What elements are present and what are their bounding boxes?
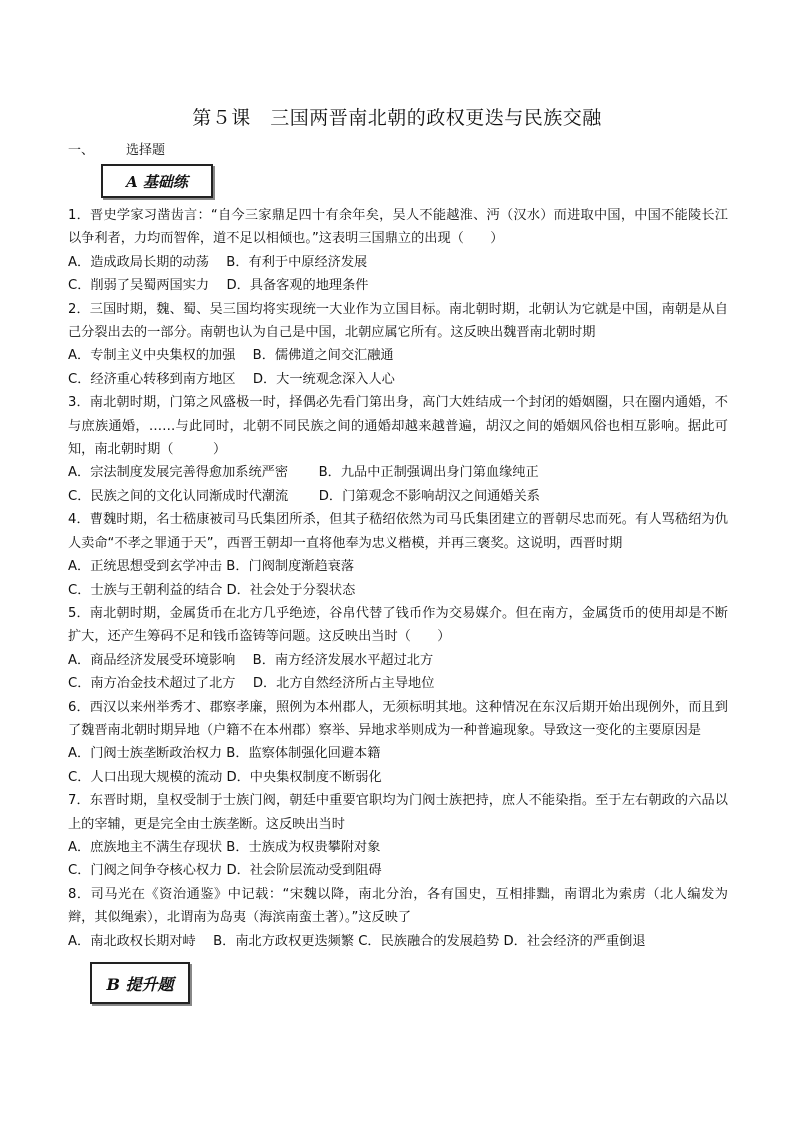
question-options: C．南方冶金技术超过了北方 D．北方自然经济所占主导地位 (68, 676, 435, 692)
question-stem: 4．曹魏时期，名士嵇康被司马氏集团所杀，但其子嵇绍依然为司马氏集团建立的晋朝尽忠而死。有人骂嵇绍为仇人卖命“不孝之罪通于天”，西晋王朝却一直将他奉为忠义楷模，并再三褒奖。这说明，西晋时期 (68, 512, 728, 551)
question-options: C．士族与王朝利益的结合 D．社会处于分裂状态 (68, 582, 356, 598)
question-stem: 8．司马光在《资治通鉴》中记载：“宋魏以降，南北分治，各有国史，互相排黜，南谓北为索虏（北人编发为辫，其似绳索），北谓南为岛夷（海滨南蛮土著）。”这反映了 (68, 886, 728, 926)
question-options: A．正统思想受到玄学冲击 B．门阀制度渐趋衰落 (68, 559, 355, 575)
question-list (68, 204, 728, 953)
question-options: A．宗法制度发展完善得愈加系统严密 B．九品中正制强调出身门第血缘纯正 (68, 465, 539, 481)
question-options: C．人口出现大规模的流动 D．中央集权制度不断弱化 (68, 769, 382, 785)
question-options: A．庶族地主不满生存现状 B．士族成为权贵攀附对象 (68, 839, 381, 855)
badge-basic-practice: A 基础练 (101, 164, 213, 198)
question-stem: 1．晋史学家习凿齿言：“自今三家鼎足四十有余年矣，吴人不能越淮、沔（汉水）而进取中国，中国不能陵长江以争利者，力均而智侔，道不足以相倾也。”这表明三国鼎立的出现（ ） (68, 208, 728, 247)
question-options: A．门阀士族垄断政治权力 B．监察体制强化回避本籍 (68, 746, 381, 762)
question-options: C．门阀之间争夺核心权力 D．社会阶层流动受到阻碍 (68, 863, 382, 879)
section-label: 选择题 (126, 143, 166, 158)
section-number: 一、 (68, 143, 95, 158)
section-heading (68, 142, 165, 160)
question-options: A．南北政权长期对峙 B．南北方政权更迭频繁 C．民族融合的发展趋势 D．社会经济的严重倒退 (68, 933, 646, 949)
question-options: C．民族之间的文化认同渐成时代潮流 D．门第观念不影响胡汉之间通婚关系 (68, 488, 540, 504)
question-stem: 3．南北朝时期，门第之风盛极一时，择偶必先看门第出身，高门大姓结成一个封闭的婚姻圈，只在圈内通婚，不与庶族通婚，……与此同时，北朝不同民族之间的通婚却越来越普遍，胡汉之间的婚姻风俗也相互影响。据此可知，南北朝时期（ ） (68, 395, 728, 458)
question-options: A．专制主义中央集权的加强 B．儒佛道之间交汇融通 (68, 348, 394, 364)
page-title: 第５课 三国两晋南北朝的政权更迭与民族交融 (192, 107, 602, 129)
badge-advanced-practice: B 提升题 (90, 962, 190, 1004)
question-stem: 5．南北朝时期，金属货币在北方几乎绝迹，谷帛代替了钱币作为交易媒介。但在南方，金属货币的使用却是不断扩大，还产生筹码不足和钱币盗铸等问题。这反映出当时（ ） (68, 605, 728, 645)
question-options: C．经济重心转移到南方地区 D．大一统观念深入人心 (68, 371, 395, 387)
question-options: A．商品经济发展受环境影响 B．南方经济发展水平超过北方 (68, 652, 434, 668)
question-stem: 2．三国时期，魏、蜀、吴三国均将实现统一大业作为立国目标。南北朝时期，北朝认为它就是中国，南朝是从自己分裂出去的一部分。南朝也认为自己是中国，北朝应属它所有。这反映出魏晋南北朝时期 (68, 301, 728, 341)
question-options: C．削弱了吴蜀两国实力 D．具备客观的地理条件 (68, 278, 369, 294)
question-stem: 7．东晋时期，皇权受制于士族门阀，朝廷中重要官职均为门阀士族把持，庶人不能染指。至于左右朝政的六品以上的宰辅，更是完全由士族垄断。这反映出当时 (68, 793, 728, 832)
question-options: A．造成政局长期的动荡 B．有利于中原经济发展 (68, 254, 368, 270)
question-stem: 6．西汉以来州举秀才、郡察孝廉，照例为本州郡人，无须标明其地。这种情况在东汉后期开始出现例外，而且到了魏晋南北朝时期异地（户籍不在本州郡）察举、异地求举则成为一种普遍现象。导致这一变化的主要原因是 (68, 699, 728, 738)
